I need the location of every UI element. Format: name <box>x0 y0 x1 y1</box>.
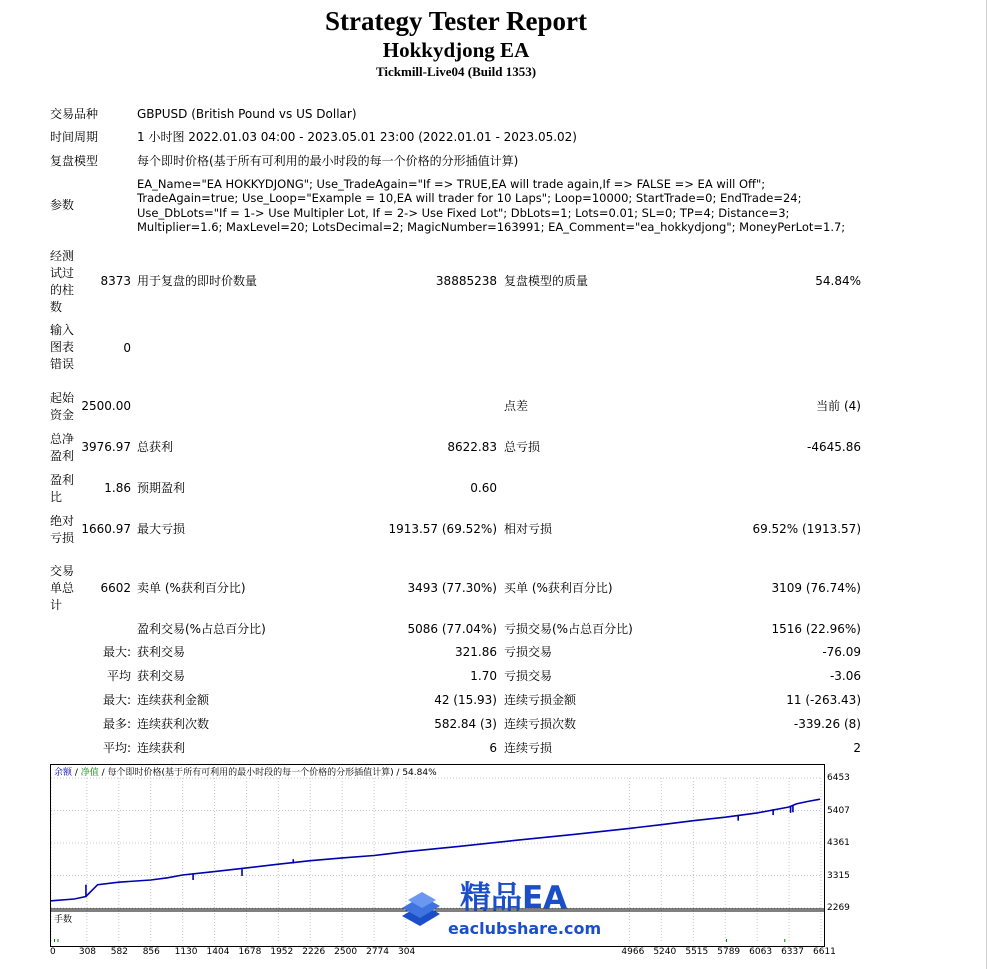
x-tick-label: 2226 <box>302 947 326 957</box>
x-tick-label: 1678 <box>238 947 262 957</box>
legend-equity: 净值 <box>80 768 99 778</box>
most-cons-loss-value: -339.26 (8) <box>793 717 861 731</box>
avg-loss-label: 亏损交易 <box>504 669 553 683</box>
bars-value: 8373 <box>100 274 131 288</box>
largest-loss-value: -76.09 <box>822 645 861 659</box>
y-tick-label: 6453 <box>827 773 850 783</box>
legend-model: / 每个即时价格(基于所有可利用的最小时段的每一个价格的分形插值计算) / 54.84% <box>98 768 437 778</box>
max-drawdown-label: 最大亏损 <box>137 522 186 536</box>
avg-cons-losses-label: 连续亏损 <box>504 741 553 755</box>
avg-cons-wins-label: 连续获利 <box>137 741 186 755</box>
x-tick-label: 6337 <box>781 947 804 957</box>
most-cons-profit-value: 582.84 (3) <box>434 717 497 731</box>
expected-payoff-value: 0.60 <box>470 481 497 495</box>
max-cons-losses-label: 连续亏损金额 <box>504 693 577 707</box>
largest-profit-label: 获利交易 <box>137 645 186 659</box>
average-prefix: 平均 <box>106 669 131 683</box>
x-tick-label: 1952 <box>270 947 294 957</box>
x-tick-label: 2774 <box>366 947 389 957</box>
x-tick-label: 1404 <box>206 947 230 957</box>
profit-factor-value: 1.86 <box>104 481 131 495</box>
x-tick-label: 5515 <box>685 947 709 957</box>
x-tick-label: 6611 <box>813 947 836 957</box>
params-value: EA_Name="EA HOKKYDJONG"; Use_TradeAgain="If => TRUE,EA will trade again,If => FALSE => EA will Off"; TradeAgain=true; Use_Loop="Example = 10,EA will trader for 10 Laps"; Loop=10000; StartTrade=0; EndTrade=24; Use_DbLots="If = 1-> Use Multipler Lot, If = 2-> Use Fixed Lot"; DbLots=1; Lots=0.01; SL=0; TP=4; Distance=3; Multiplier=1.6; MaxLevel=20; LotsDecimal=2; MagicNumber=163991; EA_Comment="ea_hokkydjong"; MoneyPerLot=1.7; <box>137 177 846 234</box>
x-tick-label: 308 <box>78 947 97 957</box>
long-positions-value: 3109 (76.74%) <box>771 581 861 595</box>
abs-drawdown-value: 1660.97 <box>81 522 131 536</box>
avg-cons-losses-value: 2 <box>853 741 861 755</box>
loss-trades-label: 亏损交易(%占总百分比) <box>504 622 633 636</box>
long-positions-label: 买单 (%获利百分比) <box>504 581 613 595</box>
watermark-logo-icon <box>398 888 444 934</box>
avg-cons-wins-value: 6 <box>489 741 497 755</box>
model-value: 每个即时价格(基于所有可利用的最小时段的每一个价格的分形插值计算) <box>137 154 519 168</box>
ticks-value: 38885238 <box>435 274 497 288</box>
net-profit-label: 总净盈利 <box>50 432 75 463</box>
total-trades-value: 6602 <box>100 581 131 595</box>
abs-drawdown-label: 绝对亏损 <box>50 514 75 545</box>
watermark-brand: 精品EA <box>460 880 568 916</box>
average-cons-prefix: 平均: <box>102 741 131 755</box>
x-tick-label: 304 <box>398 947 416 957</box>
largest-loss-label: 亏损交易 <box>504 645 553 659</box>
avg-profit-value: 1.70 <box>470 669 497 683</box>
short-positions-value: 3493 (77.30%) <box>407 581 497 595</box>
period-value: 1 小时图 2022.01.03 04:00 - 2023.05.01 23:00 (2022.01.01 - 2023.05.02) <box>137 130 577 144</box>
max-cons-losses-value: 11 (-263.43) <box>786 693 861 707</box>
net-profit-value: 3976.97 <box>81 440 131 454</box>
errors-label: 输入图表错误 <box>50 323 75 371</box>
lots-panel-label: 手数 <box>54 915 73 925</box>
spread-label: 点差 <box>504 399 529 413</box>
x-tick-label: 856 <box>142 947 160 957</box>
max-drawdown-value: 1913.57 (69.52%) <box>388 522 497 536</box>
gross-loss-value: -4645.86 <box>807 440 861 454</box>
gross-profit-value: 8622.83 <box>447 440 497 454</box>
avg-loss-value: -3.06 <box>829 669 861 683</box>
quality-label: 复盘模型的质量 <box>504 274 589 288</box>
quality-value: 54.84% <box>815 274 861 288</box>
bars-label: 经测试过的柱数 <box>50 249 75 314</box>
y-tick-label: 3315 <box>827 870 850 881</box>
x-tick-label: 6063 <box>749 947 773 957</box>
y-tick-label: 2269 <box>827 903 850 913</box>
x-tick-label: 5789 <box>717 947 741 957</box>
report-title: Strategy Tester Report <box>325 6 587 36</box>
maximum-prefix: 最大: <box>102 693 131 707</box>
total-trades-label: 交易单总计 <box>50 564 75 612</box>
y-tick-label: 5407 <box>827 805 850 816</box>
largest-profit-value: 321.86 <box>455 645 497 659</box>
period-label: 时间周期 <box>50 130 99 144</box>
max-cons-wins-value: 42 (15.93) <box>434 693 497 707</box>
page-right-border <box>986 0 987 969</box>
gross-profit-label: 总获利 <box>137 440 174 454</box>
symbol-value: GBPUSD (British Pound vs US Dollar) <box>137 107 357 121</box>
expert-name: Hokkydjong EA <box>382 38 530 62</box>
chart-legend <box>54 768 437 778</box>
short-positions-label: 卖单 (%获利百分比) <box>137 581 246 595</box>
profit-trades-value: 5086 (77.04%) <box>407 622 497 636</box>
deposit-label: 起始资金 <box>50 391 75 422</box>
profit-trades-label: 盈利交易(%占总百分比) <box>137 622 266 636</box>
x-tick-label: 0 <box>50 947 56 957</box>
expected-payoff-label: 预期盈利 <box>137 481 186 495</box>
y-tick-label: 4361 <box>827 838 850 848</box>
legend-balance: 余额 <box>54 768 73 778</box>
gross-loss-label: 总亏损 <box>504 440 541 454</box>
watermark <box>394 880 602 940</box>
x-tick-label: 1130 <box>174 947 198 957</box>
profit-factor-label: 盈利比 <box>50 473 75 504</box>
x-tick-label: 582 <box>110 947 128 957</box>
model-label: 复盘模型 <box>50 154 99 168</box>
largest-prefix: 最大: <box>102 645 131 659</box>
server-build: Tickmill-Live04 (Build 1353) <box>375 64 537 79</box>
legend-separator: / <box>72 768 81 778</box>
symbol-label: 交易品种 <box>50 107 99 121</box>
avg-profit-label: 获利交易 <box>137 669 186 683</box>
most-cons-loss-label: 连续亏损次数 <box>504 717 577 731</box>
ticks-label: 用于复盘的即时价数量 <box>137 274 258 288</box>
most-cons-profit-label: 连续获利次数 <box>137 717 210 731</box>
params-label: 参数 <box>50 198 75 212</box>
x-tick-label: 5240 <box>653 947 677 957</box>
deposit-value: 2500.00 <box>81 399 131 413</box>
watermark-site: eaclubshare.com <box>448 919 602 938</box>
x-tick-label: 4966 <box>621 947 645 957</box>
rel-drawdown-value: 69.52% (1913.57) <box>752 522 861 536</box>
max-cons-wins-label: 连续获利金额 <box>137 693 210 707</box>
most-prefix: 最多: <box>102 717 131 731</box>
loss-trades-value: 1516 (22.96%) <box>771 622 861 636</box>
x-tick-label: 2500 <box>334 947 358 957</box>
errors-value: 0 <box>123 341 131 355</box>
rel-drawdown-label: 相对亏损 <box>504 522 553 536</box>
spread-value: 当前 (4) <box>816 399 861 413</box>
